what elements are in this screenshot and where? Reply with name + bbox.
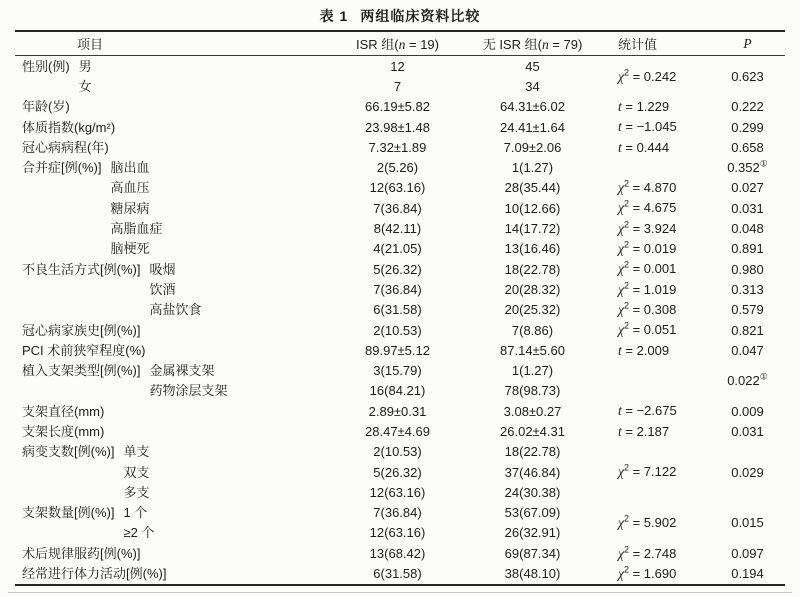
item-sub-label: 高脂血症	[110, 221, 163, 237]
cell-statistic: $\chi^2 = 0.001$	[618, 260, 677, 277]
cell-statistic: $\chi^2 = 2.748$	[618, 544, 677, 561]
cell-item	[15, 563, 340, 584]
item-sub-label: 单支	[123, 444, 150, 460]
cell-statistic: $\chi^2 = 1.690$	[618, 564, 677, 581]
cell-p-value: 0.891	[731, 241, 764, 257]
cell-isr-value: 7.32±1.89	[368, 139, 427, 155]
cell-item	[15, 401, 340, 421]
cell-no-isr-value: 26(32.91)	[504, 525, 561, 541]
col-header-item-label: 项目	[77, 37, 104, 52]
cell-no-isr-value: 24(30.38)	[504, 484, 561, 500]
item-sub-label: 男	[78, 58, 92, 74]
cell-p-value: 0.022①	[727, 371, 768, 389]
table-title	[0, 6, 800, 26]
cell-statistic: $\chi^2 = 0.242$	[618, 67, 677, 84]
cell-statistic	[610, 157, 710, 177]
cell-statistic: t = −1.045	[618, 119, 677, 135]
table-row	[15, 157, 785, 177]
cell-no-isr-value: 38(48.10)	[504, 566, 561, 582]
table-row	[15, 56, 785, 77]
cell-isr-value: 2(10.53)	[373, 444, 422, 460]
table-row	[15, 198, 785, 218]
cell-statistic: t = 2.009	[618, 342, 670, 358]
cell-no-isr-value: 18(22.78)	[504, 261, 561, 277]
cell-item	[15, 279, 340, 299]
item-sub-label: 女	[78, 78, 92, 94]
cell-statistic: t = −2.675	[618, 403, 677, 419]
cell-p-value: 0.031	[731, 200, 764, 216]
cell-isr-value: 2(10.53)	[373, 322, 422, 338]
cell-no-isr-value: 20(28.32)	[504, 281, 561, 297]
item-category-label: 支架直径(mm)	[22, 403, 105, 419]
footnote-marker: ①	[759, 371, 768, 382]
item-category-label: 年龄(岁)	[22, 99, 70, 115]
cell-p-value: 0.027	[731, 180, 764, 196]
cell-isr-value: 7	[393, 78, 402, 94]
cell-statistic: $\chi^2 = 1.019$	[618, 280, 677, 297]
item-sub-label: 多支	[123, 484, 150, 500]
cell-no-isr-value: 53(67.09)	[504, 505, 561, 521]
cell-p-value: 0.029	[731, 464, 764, 480]
cell-no-isr-value: 87.14±5.60	[500, 342, 565, 358]
item-category-label: 病变支数[例(%)]	[22, 444, 115, 460]
cell-item	[15, 462, 340, 482]
cell-p-value: 0.097	[731, 545, 764, 561]
footnote-marker: ①	[759, 158, 768, 169]
cell-p-value: 0.009	[731, 403, 764, 419]
cell-item	[15, 117, 340, 137]
cell-p-value: 0.821	[731, 322, 764, 338]
table-row	[15, 97, 785, 117]
col-header-no-isr-group: 无 ISR 组(n = 79)	[455, 31, 610, 56]
col-header-item	[15, 31, 340, 56]
cell-item	[15, 300, 340, 320]
cell-statistic	[610, 360, 710, 401]
cell-no-isr-value: 1(1.27)	[511, 363, 554, 379]
cell-item	[15, 97, 340, 117]
table-row	[15, 259, 785, 279]
cell-no-isr-value: 7.09±2.06	[503, 139, 562, 155]
cell-isr-value: 3(15.79)	[373, 363, 422, 379]
item-sub-label: 双支	[123, 464, 150, 480]
cell-isr-value: 7(36.84)	[373, 281, 422, 297]
cell-item	[15, 239, 340, 259]
cell-no-isr-value: 78(98.73)	[504, 383, 561, 399]
cell-item	[15, 381, 340, 401]
item-category-label: 植入支架类型[例(%)]	[22, 363, 141, 379]
table-row	[15, 421, 785, 441]
item-sub-label: 脑出血	[110, 160, 150, 176]
table-row	[15, 279, 785, 299]
table-row	[15, 137, 785, 157]
cell-p-value: 0.222	[731, 99, 764, 115]
cell-p-value: 0.048	[731, 221, 764, 237]
item-category-label: PCI 术前狭窄程度(%)	[22, 342, 146, 358]
col-header-p-value: P	[710, 31, 785, 56]
cell-p-value: 0.313	[731, 281, 764, 297]
cell-no-isr-value: 69(87.34)	[504, 545, 561, 561]
cell-p-value: 0.980	[731, 261, 764, 277]
col-header-statistic: 统计值	[610, 31, 710, 56]
item-category-label: 术后规律服药[例(%)]	[22, 545, 141, 561]
cell-statistic: $\chi^2 = 5.902$	[618, 513, 677, 531]
cell-item	[15, 56, 340, 77]
cell-no-isr-value: 13(16.46)	[504, 241, 561, 257]
item-category-label: 经常进行体力活动[例(%)]	[22, 566, 167, 582]
header-row	[15, 31, 785, 56]
cell-statistic: t = 1.229	[618, 98, 670, 114]
cell-no-isr-value: 64.31±6.02	[500, 99, 565, 115]
item-category-label: 支架数量[例(%)]	[22, 505, 115, 521]
table-header	[15, 31, 785, 56]
cell-isr-value: 12(63.16)	[369, 484, 426, 500]
clinical-comparison-table	[15, 30, 785, 586]
item-sub-label: 饮酒	[149, 281, 176, 297]
cell-no-isr-value: 14(17.72)	[504, 221, 561, 237]
cell-item	[15, 523, 340, 543]
cell-isr-value: 8(42.11)	[373, 221, 422, 237]
cell-no-isr-value: 7(8.86)	[511, 322, 554, 338]
cell-statistic: $\chi^2 = 0.308$	[618, 300, 677, 317]
cell-no-isr-value: 20(25.32)	[504, 302, 561, 318]
cell-item	[15, 178, 340, 198]
cell-no-isr-value: 37(46.84)	[504, 464, 561, 480]
table-row	[15, 178, 785, 198]
table-row	[15, 300, 785, 320]
cell-no-isr-value: 10(12.66)	[504, 200, 561, 216]
cell-isr-value: 5(26.32)	[373, 464, 422, 480]
table-caption: 两组临床资料比较	[360, 8, 481, 24]
table-row	[15, 239, 785, 259]
cell-isr-value: 4(21.05)	[373, 241, 422, 257]
cell-p-value: 0.352①	[727, 158, 768, 176]
cell-isr-value: 16(84.21)	[369, 383, 426, 399]
cell-isr-value: 66.19±5.82	[365, 99, 430, 115]
cell-item	[15, 360, 340, 380]
table-body	[15, 56, 785, 585]
table-row	[15, 401, 785, 421]
item-category-label: 冠心病家族史[例(%)]	[22, 322, 141, 338]
cell-isr-value: 7(36.84)	[373, 505, 422, 521]
cell-statistic: $\chi^2 = 7.122$	[618, 463, 677, 480]
cell-no-isr-value: 1(1.27)	[511, 160, 554, 176]
cell-no-isr-value: 28(35.44)	[504, 180, 561, 196]
cell-item	[15, 482, 340, 502]
cell-statistic: t = 0.444	[618, 139, 670, 155]
cell-p-value: 0.047	[731, 342, 764, 358]
cell-item	[15, 76, 340, 96]
item-sub-label: 吸烟	[149, 261, 176, 277]
item-sub-label: 金属裸支架	[149, 363, 215, 379]
table-row	[15, 340, 785, 360]
cell-isr-value: 5(26.32)	[373, 261, 422, 277]
item-category-label: 支架长度(mm)	[22, 423, 105, 439]
table-row	[15, 563, 785, 584]
cell-no-isr-value: 34	[525, 78, 540, 94]
cell-item	[15, 320, 340, 340]
item-sub-label: 高血压	[110, 180, 150, 196]
cell-statistic: $\chi^2 = 4.870$	[618, 178, 677, 196]
cell-isr-value: 12(63.16)	[369, 180, 426, 196]
item-category-label: 冠心病病程(年)	[22, 139, 109, 155]
item-sub-label: 药物涂层支架	[149, 383, 228, 399]
cell-p-value: 0.194	[731, 566, 764, 582]
cell-isr-value: 2.89±0.31	[368, 403, 427, 419]
item-sub-label: ≥2 个	[123, 525, 155, 541]
cell-item	[15, 157, 340, 177]
cell-item	[15, 340, 340, 360]
cell-no-isr-value: 45	[525, 58, 540, 74]
cell-statistic: $\chi^2 = 0.019$	[618, 239, 677, 257]
table-row	[15, 543, 785, 563]
item-sub-label: 1 个	[123, 505, 148, 521]
table-row	[15, 218, 785, 238]
cell-p-value: 0.579	[731, 302, 764, 318]
cell-p-value: 0.658	[731, 139, 764, 155]
cell-item	[15, 259, 340, 279]
table-row	[15, 117, 785, 137]
cell-statistic: $\chi^2 = 4.675$	[618, 199, 677, 216]
cell-item	[15, 218, 340, 238]
cell-item	[15, 503, 340, 523]
table-row	[15, 503, 785, 523]
cell-p-value: 0.031	[731, 423, 764, 439]
cell-no-isr-value: 3.08±0.27	[503, 403, 562, 419]
cell-isr-value: 7(36.84)	[373, 200, 422, 216]
cell-isr-value: 2(5.26)	[376, 160, 419, 176]
bottom-rule	[8, 592, 792, 593]
cell-statistic: $\chi^2 = 3.924$	[618, 219, 677, 236]
cell-item	[15, 442, 340, 462]
table-row	[15, 360, 785, 380]
cell-p-value: 0.299	[731, 119, 764, 135]
item-sub-label: 高盐饮食	[149, 302, 202, 318]
item-category-label: 性别(例)	[22, 58, 70, 74]
cell-item	[15, 421, 340, 441]
item-category-label: 合并症[例(%)]	[22, 160, 102, 176]
cell-isr-value: 23.98±1.48	[365, 119, 430, 135]
cell-statistic: t = 2.187	[618, 423, 670, 439]
item-sub-label: 糖尿病	[110, 200, 150, 216]
table-row	[15, 442, 785, 462]
cell-item	[15, 543, 340, 563]
cell-isr-value: 12(63.16)	[369, 525, 426, 541]
cell-isr-value: 12	[390, 58, 405, 74]
item-sub-label: 脑梗死	[110, 241, 150, 257]
cell-no-isr-value: 26.02±4.31	[500, 423, 565, 439]
cell-isr-value: 6(31.58)	[373, 302, 422, 318]
cell-isr-value: 28.47±4.69	[365, 423, 430, 439]
col-header-isr-group: ISR 组(n = 19)	[340, 31, 455, 56]
cell-p-value: 0.015	[731, 515, 764, 531]
cell-isr-value: 6(31.58)	[373, 566, 422, 582]
cell-statistic: $\chi^2 = 0.051$	[618, 320, 677, 338]
cell-p-value: 0.623	[731, 68, 764, 84]
cell-item	[15, 137, 340, 157]
item-category-label: 不良生活方式[例(%)]	[22, 261, 141, 277]
item-category-label: 体质指数(kg/m²)	[22, 119, 116, 135]
cell-item	[15, 198, 340, 218]
cell-no-isr-value: 18(22.78)	[504, 444, 561, 460]
cell-no-isr-value: 24.41±1.64	[500, 119, 565, 135]
table-number: 表 1	[319, 8, 349, 24]
cell-isr-value: 89.97±5.12	[365, 342, 430, 358]
cell-isr-value: 13(68.42)	[369, 545, 426, 561]
table-row	[15, 320, 785, 340]
